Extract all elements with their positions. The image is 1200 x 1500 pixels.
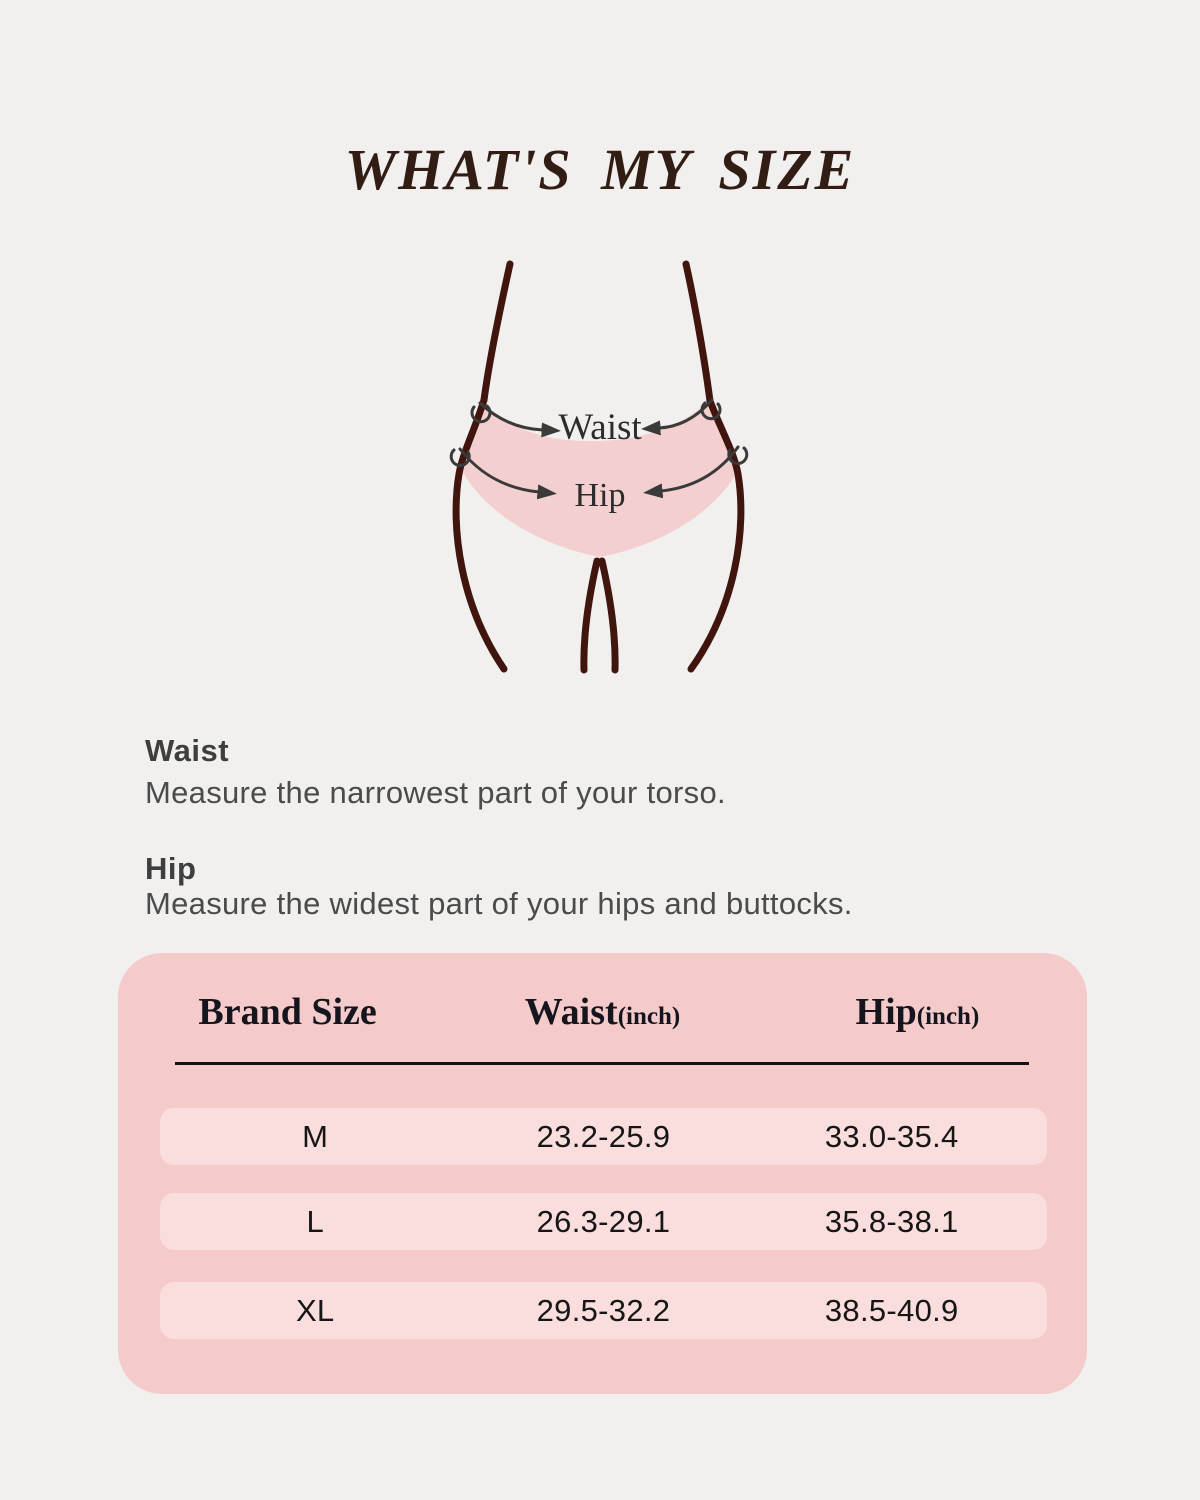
body-measurement-diagram [430, 252, 780, 690]
hip-section-heading: Hip [145, 851, 197, 886]
row-hip-cell: 35.8-38.1 [824, 1203, 959, 1239]
row-size-cell: L [306, 1203, 324, 1239]
brand-size-label: Brand Size [198, 991, 377, 1033]
column-header-waist [457, 993, 748, 1031]
row-size-cell: XL [295, 1292, 335, 1328]
size-chart-panel [118, 953, 1087, 1394]
hip-column-unit: (inch) [916, 1003, 980, 1030]
row-waist-cell: 26.3-29.1 [536, 1203, 671, 1239]
table-row [160, 1282, 1047, 1339]
waist-section-heading: Waist [145, 733, 230, 768]
row-size-cell: M [302, 1118, 329, 1154]
row-hip-cell: 38.5-40.9 [824, 1292, 959, 1328]
waist-diagram-label: Waist [558, 407, 642, 448]
hip-section-description: Measure the widest part of your hips and buttocks. [145, 886, 853, 921]
waist-column-label: Waist [524, 991, 618, 1033]
table-header-divider [175, 1062, 1029, 1065]
row-hip-cell: 33.0-35.4 [824, 1118, 959, 1154]
table-row [160, 1108, 1047, 1165]
size-chart-header-row [118, 993, 1087, 1031]
column-header-brand-size [118, 993, 457, 1031]
row-waist-cell: 23.2-25.9 [536, 1118, 671, 1154]
hip-column-label: Hip [855, 991, 917, 1033]
row-waist-cell: 29.5-32.2 [536, 1292, 671, 1328]
waist-section-description: Measure the narrowest part of your torso. [145, 775, 726, 810]
hip-diagram-label: Hip [574, 477, 626, 514]
table-row [160, 1193, 1047, 1250]
waist-column-unit: (inch) [617, 1003, 681, 1030]
column-header-hip [748, 993, 1087, 1031]
page-title: WHAT'S MY SIZE [344, 137, 856, 202]
